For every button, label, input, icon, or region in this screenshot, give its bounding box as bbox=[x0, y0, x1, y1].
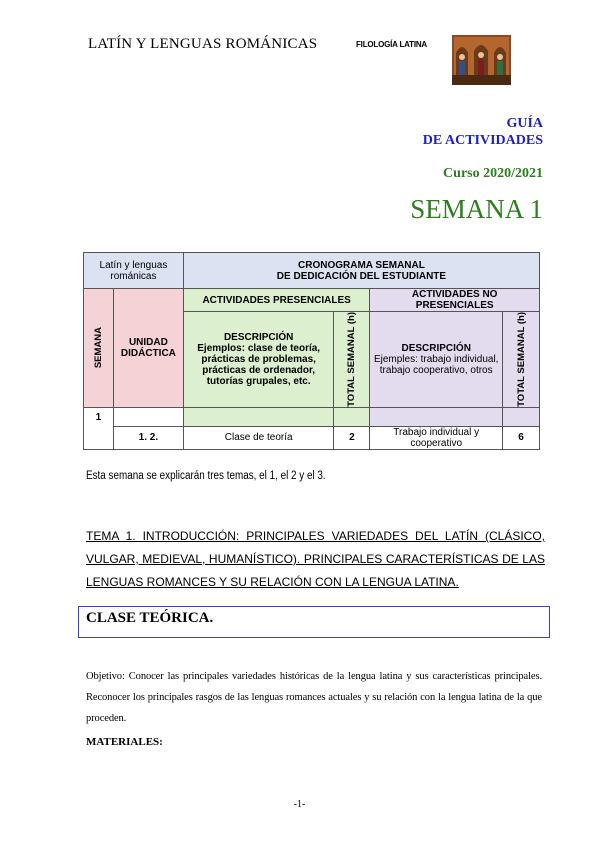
brand-label: FILOLOGÍA LATINA bbox=[356, 40, 428, 49]
materials-heading: MATERIALES: bbox=[86, 736, 163, 748]
empty-in-person-cell bbox=[183, 407, 334, 426]
in-person-activity-cell: Clase de teoría bbox=[183, 426, 334, 449]
remote-total-cell: 6 bbox=[503, 426, 540, 449]
page-number: -1- bbox=[293, 799, 306, 810]
section-title: CLASE TEÓRICA. bbox=[86, 610, 214, 626]
in-person-description-header bbox=[183, 312, 334, 408]
schedule-title-line2: DE DEDICACIÓN DEL ESTUDIANTE bbox=[276, 270, 447, 282]
remote-activities-header: ACTIVIDADES NO PRESENCIALES bbox=[370, 289, 540, 312]
course-year: Curso 2020/2021 bbox=[443, 166, 543, 181]
course-title: LATÍN Y LENGUAS ROMÁNICAS bbox=[88, 36, 318, 52]
subject-cell: Latín y lenguas románicas bbox=[84, 253, 184, 289]
unit-cell: 1. 2. bbox=[113, 426, 183, 449]
week-column-header bbox=[84, 289, 114, 408]
in-person-description-examples: Ejemplos: clase de teoría, prácticas de problemas, prácticas de ordenador, tutorías grupales, etc. bbox=[197, 342, 321, 387]
objective-paragraph: Objetivo: Conocer las principales variedades históricas de la lengua latina y sus características principales. Reconocer los principales rasgos de las lenguas romances actuales y su relación con la lengua latina de la que proceden. bbox=[86, 671, 542, 724]
intro-paragraph: Esta semana se explicarán tres temas, el 1, el 2 y el 3. bbox=[86, 470, 326, 482]
week-column-label: SEMANA bbox=[92, 327, 104, 369]
remote-total-header bbox=[503, 312, 540, 408]
remote-description-examples: Ejemples: trabajo individual, trabajo cooperativo, otros bbox=[373, 353, 499, 376]
remote-activity-cell: Trabajo individual y cooperativo bbox=[370, 426, 503, 449]
weekly-schedule-table bbox=[83, 252, 540, 450]
remote-total-label: TOTAL SEMANAL (h) bbox=[515, 312, 527, 407]
in-person-total-header bbox=[334, 312, 370, 408]
empty-remote-total-cell bbox=[503, 407, 540, 426]
empty-in-person-total-cell bbox=[334, 407, 370, 426]
guide-title-line2: DE ACTIVIDADES bbox=[422, 133, 543, 148]
unit-column-header: UNIDAD DIDÁCTICA bbox=[113, 289, 183, 408]
empty-unit-cell bbox=[113, 407, 183, 426]
week-number-cell: 1 bbox=[84, 407, 114, 449]
guide-title-line1: GUÍA bbox=[506, 116, 543, 131]
in-person-total-cell: 2 bbox=[334, 426, 370, 449]
in-person-total-label: TOTAL SEMANAL (h) bbox=[346, 312, 358, 407]
empty-remote-cell bbox=[370, 407, 503, 426]
topic-heading: TEMA 1. INTRODUCCIÓN: PRINCIPALES VARIEDADES DEL LATÍN (CLÁSICO, VULGAR, MEDIEVAL, HUMANÍSTICO). PRINCIPALES CARACTERÍSTICAS DE LAS LENGUAS ROMANCES Y SU RELACIÓN CON LA LENGUA LATINA. bbox=[86, 529, 545, 589]
remote-description-title: DESCRIPCIÓN bbox=[401, 342, 471, 354]
week-heading: SEMANA 1 bbox=[410, 194, 543, 224]
manuscript-logo-image bbox=[452, 35, 511, 85]
in-person-description-title: DESCRIPCIÓN bbox=[223, 331, 294, 343]
schedule-title-cell bbox=[183, 253, 539, 289]
schedule-title-line1: CRONOGRAMA SEMANAL bbox=[298, 259, 425, 271]
remote-description-header bbox=[370, 312, 503, 408]
in-person-activities-header: ACTIVIDADES PRESENCIALES bbox=[183, 289, 369, 312]
